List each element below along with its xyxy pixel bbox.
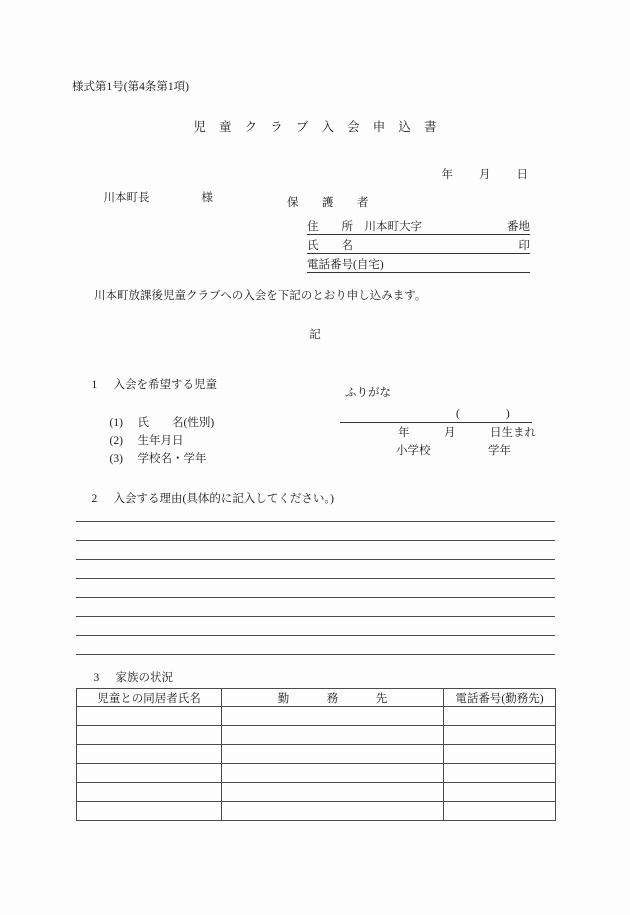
cell-work-phone[interactable]: [444, 783, 556, 802]
cell-workplace[interactable]: [222, 726, 444, 745]
reason-line[interactable]: [76, 522, 555, 541]
cell-cohabitant-name[interactable]: [77, 802, 222, 821]
form-number: 様式第1号(第4条第1項): [72, 81, 189, 93]
section-3-title: 家族の状況: [115, 671, 173, 684]
reason-line[interactable]: [76, 541, 555, 560]
table-row: [77, 726, 556, 745]
guardian-heading: 保 護 者: [287, 197, 375, 209]
child-birthdate-fields[interactable]: 年 月 日生まれ: [398, 427, 536, 439]
addressee-name: 川本町長: [103, 191, 150, 204]
guardian-address-suffix: 番地: [507, 221, 530, 233]
child-name-label: 氏 名(性別): [137, 416, 215, 429]
cell-cohabitant-name[interactable]: [77, 745, 222, 764]
cell-work-phone[interactable]: [444, 707, 556, 726]
child-birthdate-marker: (2): [109, 434, 123, 447]
table-header-row: [77, 689, 556, 707]
date-line: [430, 158, 528, 193]
cell-cohabitant-name[interactable]: [77, 707, 222, 726]
child-birthdate-label: 生年月日: [137, 434, 184, 447]
cell-work-phone[interactable]: [444, 764, 556, 783]
guardian-seal-label: 印: [518, 240, 530, 252]
table-row: [77, 707, 556, 726]
child-school-marker: (3): [109, 452, 123, 465]
reason-line[interactable]: [76, 560, 555, 579]
column-header-cohabitant-name: 児童との同居者氏名: [77, 689, 222, 707]
reason-line[interactable]: [76, 636, 555, 655]
table-row: [77, 745, 556, 764]
column-header-work-phone: 電話番号(勤務先): [444, 689, 556, 707]
reason-line[interactable]: [76, 617, 555, 636]
guardian-address-label: 住 所 川本町大字: [307, 221, 422, 233]
intro-sentence: 川本町放課後児童クラブへの入会を下記のとおり申し込みます。: [94, 290, 427, 302]
table-row: [77, 764, 556, 783]
document-title: 児 童 ク ラ ブ 入 会 申 込 書: [193, 120, 442, 134]
child-gender-field[interactable]: ( ): [456, 408, 510, 420]
reason-line[interactable]: [76, 598, 555, 617]
guardian-name-field[interactable]: [307, 236, 530, 254]
section-2-number: 2: [91, 492, 98, 505]
child-name-marker: (1): [109, 416, 123, 429]
cell-work-phone[interactable]: [444, 745, 556, 764]
section-1-title: 入会を希望する児童: [113, 378, 217, 391]
cell-cohabitant-name[interactable]: [77, 783, 222, 802]
cell-cohabitant-name[interactable]: [77, 726, 222, 745]
furigana-label: ふりがな: [345, 387, 391, 399]
cell-work-phone[interactable]: [444, 726, 556, 745]
family-table: [76, 688, 556, 821]
child-school-label: 学校名・学年: [137, 452, 207, 465]
table-row: [77, 802, 556, 821]
guardian-tel-field[interactable]: [307, 255, 530, 273]
addressee-honorific: 様: [201, 191, 213, 204]
child-school-fields[interactable]: 小学校 学年: [396, 445, 511, 457]
addressee-line: [92, 181, 213, 216]
section-1-heading: [80, 368, 217, 403]
note-marker: 記: [309, 329, 321, 341]
cell-workplace[interactable]: [222, 707, 444, 726]
cell-work-phone[interactable]: [444, 802, 556, 821]
section-3-number: 3: [93, 671, 100, 684]
child-school-row: [98, 442, 207, 477]
column-header-workplace: 勤 務 先: [222, 689, 444, 707]
date-day-label: 日: [516, 168, 528, 181]
date-year-label: 年: [441, 168, 453, 181]
section-1-number: 1: [91, 378, 98, 391]
reason-writing-lines[interactable]: [76, 503, 555, 655]
family-table-body: [77, 707, 556, 821]
cell-workplace[interactable]: [222, 802, 444, 821]
reason-line[interactable]: [76, 503, 555, 522]
reason-line[interactable]: [76, 579, 555, 598]
cell-cohabitant-name[interactable]: [77, 764, 222, 783]
guardian-address-field[interactable]: [307, 217, 530, 235]
cell-workplace[interactable]: [222, 745, 444, 764]
guardian-tel-label: 電話番号(自宅): [307, 259, 384, 271]
cell-workplace[interactable]: [222, 764, 444, 783]
guardian-name-label: 氏 名: [307, 240, 353, 252]
date-month-label: 月: [479, 168, 491, 181]
cell-workplace[interactable]: [222, 783, 444, 802]
section-2-title: 入会する理由(具体的に記入してください。): [113, 492, 334, 505]
table-row: [77, 783, 556, 802]
